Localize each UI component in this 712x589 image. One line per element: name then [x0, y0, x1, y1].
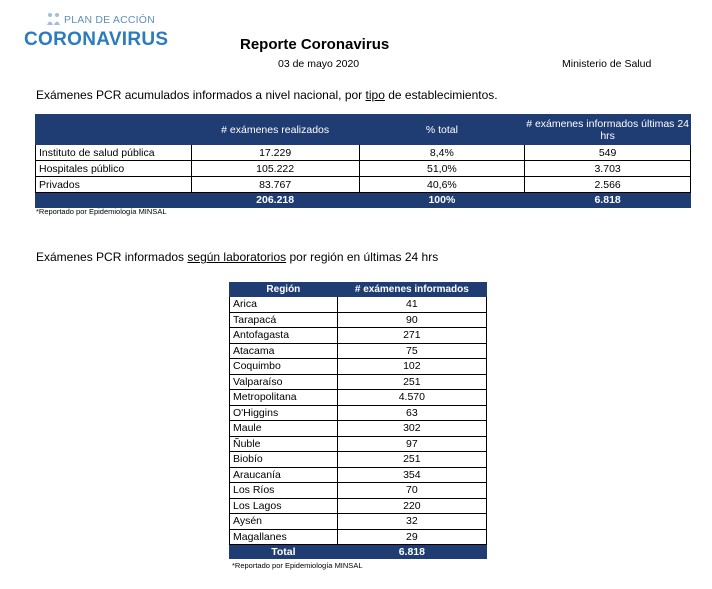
region-name: Los Lagos — [230, 498, 338, 514]
region-name: Coquimbo — [230, 359, 338, 375]
region-name: Metropolitana — [230, 390, 338, 406]
last-24h-cell: 2.566 — [525, 177, 691, 193]
section2-heading: Exámenes PCR informados según laboratorios por región en últimas 24 hrs — [36, 250, 439, 264]
region-name: Los Ríos — [230, 483, 338, 499]
region-name: O'Higgins — [230, 405, 338, 421]
total-cell: 100% — [359, 193, 525, 208]
table-row — [230, 421, 487, 437]
last-24h-cell: 549 — [525, 145, 691, 161]
total-label: Total — [230, 545, 338, 559]
establishment-name: Hospitales público — [36, 161, 192, 177]
region-name: Valparaíso — [230, 374, 338, 390]
total-cell: 206.218 — [191, 193, 359, 208]
region-exams-cell: 102 — [337, 359, 486, 375]
logo-title: CORONAVIRUS — [24, 29, 169, 50]
region-exams-cell: 63 — [337, 405, 486, 421]
table-row — [230, 452, 487, 468]
section1-heading: Exámenes PCR acumulados informados a nivel nacional, por tipo de establecimientos. — [36, 88, 498, 102]
people-icon — [46, 12, 62, 26]
region-exams-cell: 41 — [337, 297, 486, 313]
ministry-label: Ministerio de Salud — [562, 58, 652, 70]
region-exams-cell: 29 — [337, 529, 486, 545]
coronavirus-logo — [24, 12, 174, 52]
column-header: % total — [359, 115, 525, 145]
region-exams-cell: 354 — [337, 467, 486, 483]
table-row — [230, 529, 487, 545]
national-pcr-table — [35, 114, 691, 208]
table-row — [230, 374, 487, 390]
total-cell: 6.818 — [525, 193, 691, 208]
region-name: Araucanía — [230, 467, 338, 483]
region-name: Maule — [230, 421, 338, 437]
table-row — [230, 498, 487, 514]
table-total-row — [36, 193, 691, 208]
region-name: Biobío — [230, 452, 338, 468]
table-row — [36, 145, 691, 161]
table-row — [230, 343, 487, 359]
region-exams-cell: 251 — [337, 452, 486, 468]
column-header: # exámenes informados — [337, 283, 486, 297]
region-exams-cell: 90 — [337, 312, 486, 328]
column-header: Región — [230, 283, 338, 297]
table-row — [230, 467, 487, 483]
table-row — [230, 405, 487, 421]
region-exams-cell: 251 — [337, 374, 486, 390]
region-name: Magallanes — [230, 529, 338, 545]
exams-done-cell: 83.767 — [191, 177, 359, 193]
percent-cell: 8,4% — [359, 145, 525, 161]
column-header — [36, 115, 192, 145]
logo-subtitle: PLAN DE ACCIÓN — [64, 14, 155, 26]
region-pcr-table — [229, 282, 487, 559]
total-label — [36, 193, 192, 208]
percent-cell: 40,6% — [359, 177, 525, 193]
exams-done-cell: 17.229 — [191, 145, 359, 161]
total-cell: 6.818 — [337, 545, 486, 559]
region-exams-cell: 271 — [337, 328, 486, 344]
region-exams-cell: 4.570 — [337, 390, 486, 406]
column-header: # exámenes informados últimas 24 hrs — [525, 115, 691, 145]
column-header: # exámenes realizados — [191, 115, 359, 145]
region-name: Arica — [230, 297, 338, 313]
region-exams-cell: 220 — [337, 498, 486, 514]
region-exams-cell: 32 — [337, 514, 486, 530]
table-row — [230, 297, 487, 313]
region-name: Atacama — [230, 343, 338, 359]
percent-cell: 51,0% — [359, 161, 525, 177]
footnote: *Reportado por Epidemiología MINSAL — [232, 561, 363, 570]
region-name: Ñuble — [230, 436, 338, 452]
region-exams-cell: 97 — [337, 436, 486, 452]
table-row — [36, 177, 691, 193]
table-row — [230, 359, 487, 375]
table-row — [230, 328, 487, 344]
footnote: *Reportado por Epidemiología MINSAL — [36, 207, 167, 216]
table-row — [230, 312, 487, 328]
region-name: Tarapacá — [230, 312, 338, 328]
table-row — [230, 390, 487, 406]
table-header-row — [230, 283, 487, 297]
region-name: Aysén — [230, 514, 338, 530]
region-exams-cell: 302 — [337, 421, 486, 437]
region-name: Antofagasta — [230, 328, 338, 344]
table-total-row — [230, 545, 487, 559]
exams-done-cell: 105.222 — [191, 161, 359, 177]
establishment-name: Privados — [36, 177, 192, 193]
establishment-name: Instituto de salud pública — [36, 145, 192, 161]
table-row — [230, 483, 487, 499]
region-exams-cell: 70 — [337, 483, 486, 499]
table-row — [230, 436, 487, 452]
last-24h-cell: 3.703 — [525, 161, 691, 177]
table-row — [230, 514, 487, 530]
page-title: Reporte Coronavirus — [240, 36, 390, 53]
table-header-row — [36, 115, 691, 145]
region-exams-cell: 75 — [337, 343, 486, 359]
table-row — [36, 161, 691, 177]
report-date: 03 de mayo 2020 — [278, 58, 360, 70]
